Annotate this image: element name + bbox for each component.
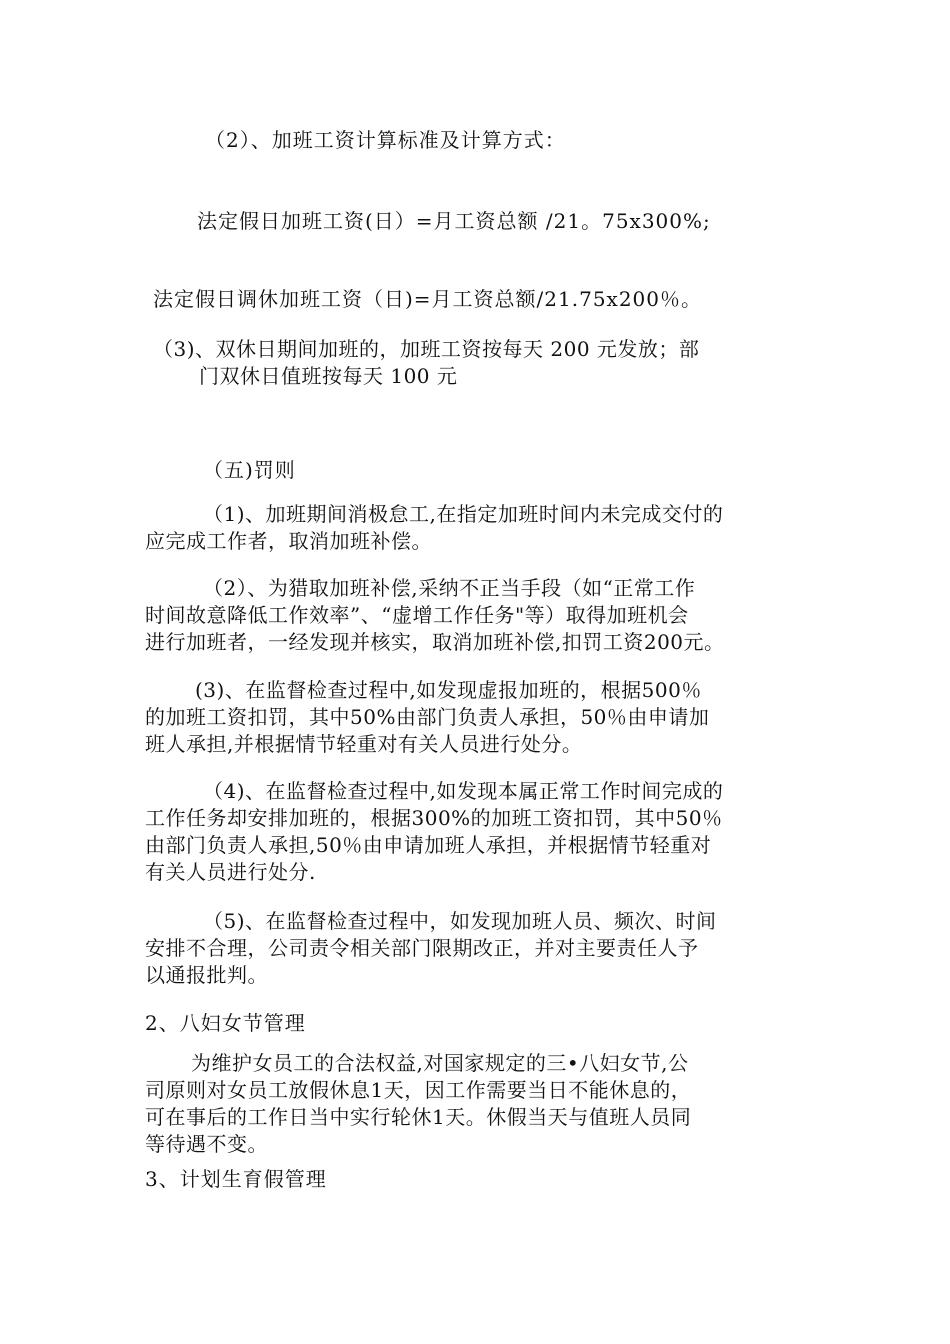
paragraph-line: 有关人员进行处分. <box>145 860 316 884</box>
paragraph-line: （2）、为猎取加班补偿,采纳不正当手段（如“正常工作 <box>203 576 696 600</box>
paragraph-line: 门双休日值班按每天 100 元 <box>199 364 458 388</box>
weekend-overtime-paragraph <box>153 336 699 390</box>
paragraph-line: 的加班工资扣罚，其中50%由部门负责人承担，50％由申请加 <box>145 705 710 729</box>
paragraph-line: 司原则对女员工放假休息1天，因工作需要当日不能休息的， <box>145 1078 692 1102</box>
paragraph-line: （5)、在监督检查过程中，如发现加班人员、频次、时间 <box>203 909 717 933</box>
womens-day-paragraph <box>145 1050 691 1158</box>
family-planning-leave-heading: 3、计划生育假管理 <box>145 1167 327 1191</box>
penalty-3-paragraph <box>145 677 709 758</box>
penalty-5-paragraph <box>145 908 717 989</box>
paragraph-line: 工作任务却安排加班的，根据300%的加班工资扣罚，其中50％ <box>145 806 723 830</box>
paragraph-line: 班人承担,并根据情节轻重对有关人员进行处分。 <box>145 732 583 756</box>
paragraph-line: （3)、双休日期间加班的，加班工资按每天 200 元发放；部 <box>153 337 700 361</box>
penalty-4-paragraph <box>145 778 723 886</box>
paragraph-line: 可在事后的工作日当中实行轮休1天。休假当天与值班人员同 <box>145 1105 692 1129</box>
paragraph-line: （1)、加班期间消极怠工,在指定加班时间内未完成交付的 <box>203 502 724 526</box>
womens-day-heading: 2、八妇女节管理 <box>145 1011 306 1035</box>
paragraph-line: 等待遇不变。 <box>145 1132 268 1156</box>
paragraph-line: （4)、在监督检查过程中,如发现本属正常工作时间完成的 <box>203 779 724 803</box>
paragraph-line: 时间故意降低工作效率”、“虚增工作任务"等）取得加班机会 <box>145 603 689 627</box>
holiday-overtime-formula: 法定假日加班工资(日）=月工资总额 /21。75x300%; <box>197 209 711 233</box>
penalty-2-paragraph <box>145 575 725 656</box>
paragraph-line: 进行加班者，一经发现并核实，取消加班补偿,扣罚工资200元。 <box>145 630 725 654</box>
paragraph-line: 应完成工作者，取消加班补偿。 <box>145 529 432 553</box>
penalty-1-paragraph <box>145 501 723 555</box>
paragraph-line: 由部门负责人承担,50％由申请加班人承担，并根据情节轻重对 <box>145 833 712 857</box>
paragraph-line: 以通报批判。 <box>145 963 268 987</box>
holiday-rest-overtime-formula: 法定假日调休加班工资（日)=月工资总额/21.75x200％。 <box>153 287 703 311</box>
paragraph-line: 安排不合理，公司责令相关部门限期改正，并对主要责任人予 <box>145 936 699 960</box>
penalties-heading: （五)罚则 <box>203 458 296 482</box>
paragraph-line: 为维护女员工的合法权益,对国家规定的三•八妇女节,公 <box>191 1051 689 1075</box>
overtime-calc-heading: （2）、加班工资计算标准及计算方式： <box>205 128 566 152</box>
paragraph-line: (3)、在监督检查过程中,如发现虚报加班的，根据500％ <box>195 678 702 702</box>
